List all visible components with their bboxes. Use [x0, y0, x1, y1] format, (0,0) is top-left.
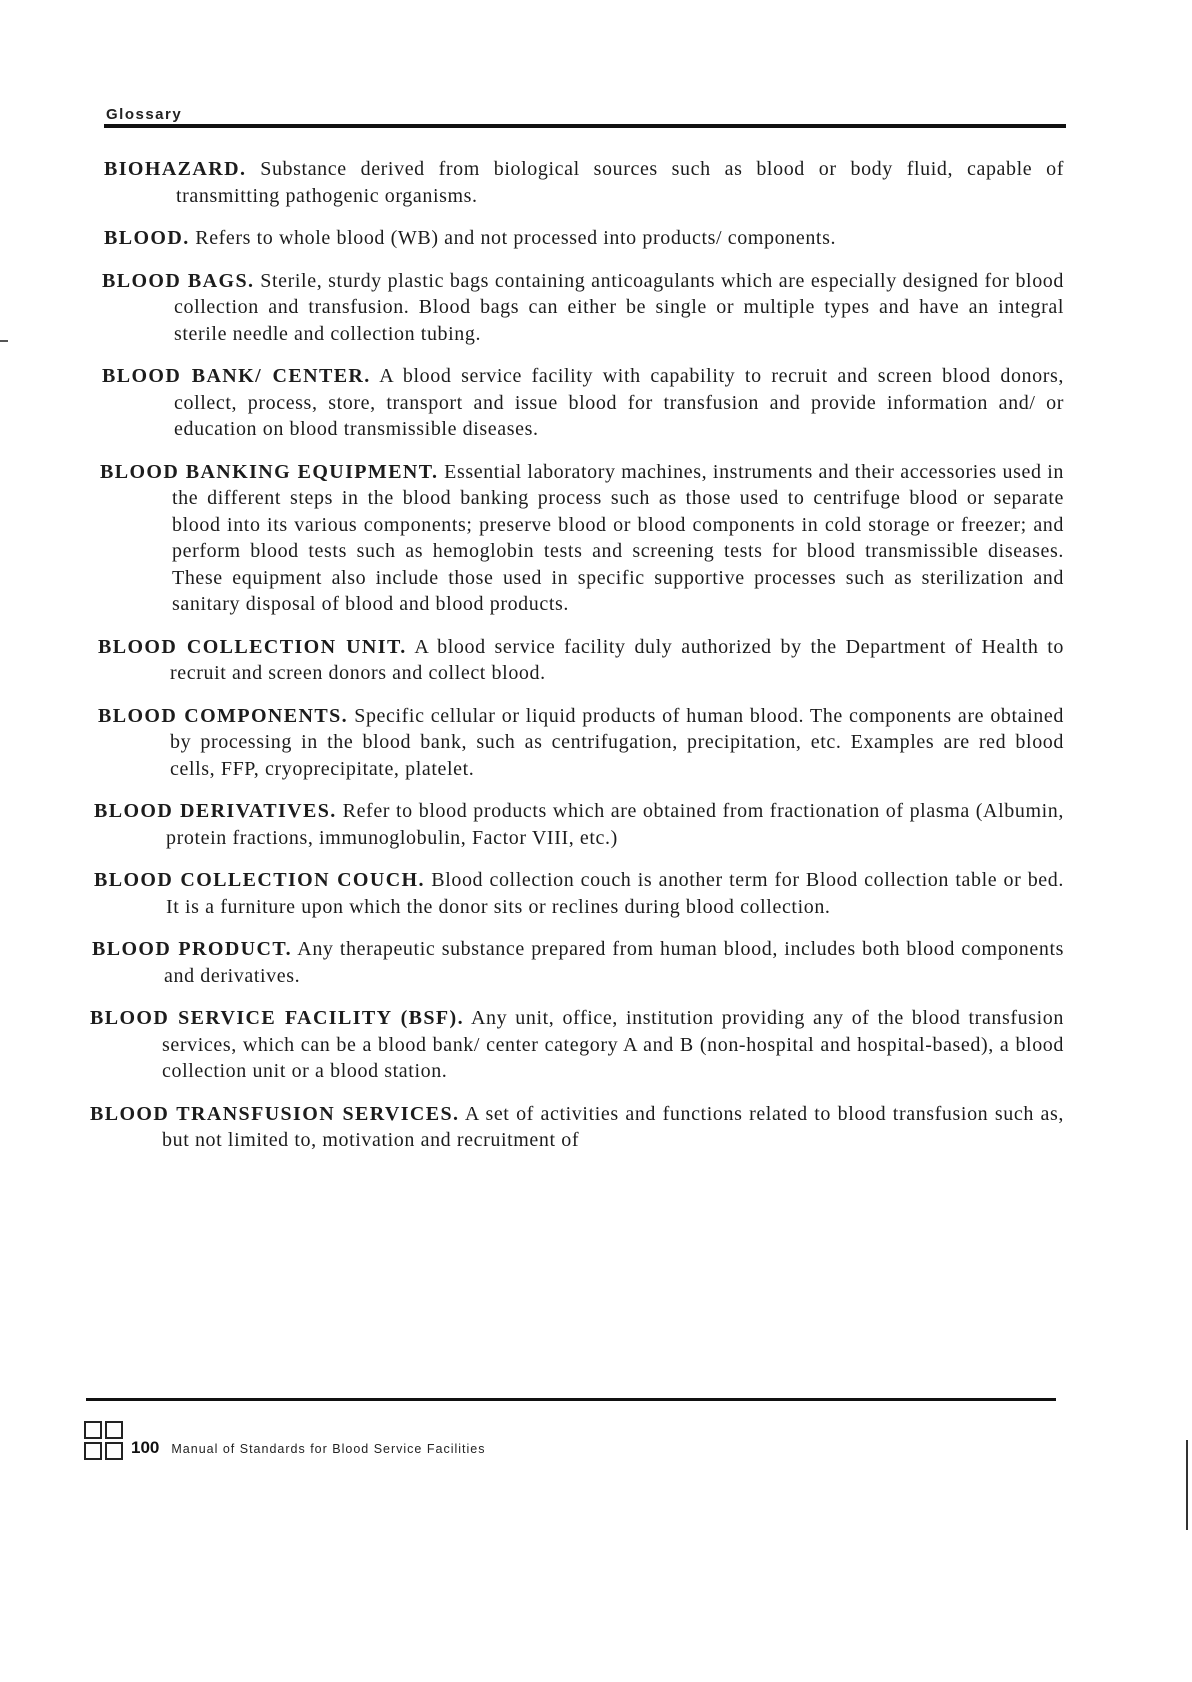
entry-term: BLOOD BAGS.: [102, 269, 255, 292]
entry-term: BLOOD DERIVATIVES.: [94, 800, 337, 822]
glossary-entry: [90, 1005, 1064, 1085]
glossary-entry: [100, 459, 1064, 618]
entry-term: BIOHAZARD.: [104, 158, 247, 180]
entry-definition: A blood service facility duly authorized by the Department of Health to recruit and screen donors and collect blood.: [170, 635, 1065, 684]
entry-term: BLOOD COLLECTION COUCH.: [94, 869, 425, 891]
glossary-entry: [98, 703, 1064, 783]
glossary-entry: [98, 634, 1064, 687]
entry-definition: Refers to whole blood (WB) and not processed into products/ components.: [195, 227, 837, 249]
entry-term: BLOOD.: [104, 227, 190, 249]
glossary-entry: [90, 1101, 1064, 1154]
entry-term: BLOOD TRANSFUSION SERVICES.: [90, 1102, 460, 1125]
page-footer: [84, 1420, 485, 1460]
glossary-entry: [92, 936, 1064, 989]
entry-definition: Sterile, sturdy plastic bags containing anticoagulants which are especially designed for blood collection and transfusion. Blood bags can either be single or multiple types and have an integral sterile needle and collection tubing.: [174, 269, 1064, 345]
glossary-entry: [94, 798, 1064, 851]
entry-definition: Essential laboratory machines, instruments and their accessories used in the different steps in the blood banking process such as those used to centrifuge blood or separate blood into its various components; preserve blood or blood components in cold storage or freezer; and perform blood tests such as hemoglobin tests and screening tests for blood transmissible diseases. These equipment also include those used in specific supportive processes such as sterilization and sanitary disposal of blood and blood products.: [172, 460, 1064, 615]
entry-term: BLOOD PRODUCT.: [92, 938, 293, 960]
glossary-entry: [104, 225, 1064, 252]
entry-term: BLOOD SERVICE FACILITY (BSF).: [90, 1007, 464, 1029]
entry-term: BLOOD BANKING EQUIPMENT.: [100, 460, 439, 483]
entry-term: BLOOD COMPONENTS.: [98, 704, 348, 727]
footer-rule: [86, 1398, 1056, 1401]
glossary-entries: [90, 156, 1065, 1154]
entry-definition: Any therapeutic substance prepared from human blood, includes both blood components and derivatives.: [164, 938, 1064, 987]
section-title: Glossary: [106, 106, 183, 123]
glossary-entry: [104, 156, 1064, 209]
glossary-entry: [94, 867, 1064, 920]
entry-definition: A set of activities and functions related to blood transfusion such as, but not limited to, motivation and recruitment of: [162, 1102, 1065, 1151]
entry-definition: A blood service facility with capability to recruit and screen blood donors, collect, process, store, transport and issue blood for transfusion and provide information and/ or education on blood transmissible diseases.: [174, 365, 1064, 440]
entry-definition: Any unit, office, institution providing any of the blood transfusion services, which can be a blood bank/ center category A and B (non-hospital and hospital-based), a blood collection unit or a blood station.: [162, 1007, 1065, 1082]
footer-title: Manual of Standards for Blood Service Facilities: [171, 1442, 486, 1456]
page-number: 100: [131, 1438, 160, 1457]
entry-definition: Specific cellular or liquid products of human blood. The components are obtained by processing in the blood bank, such as centrifugation, precipitation, etc. Examples are red blood cells, FFP, cryoprecipitate, platelet.: [170, 704, 1064, 780]
entry-term: BLOOD BANK/ CENTER.: [102, 365, 371, 387]
grid-logo-icon: [84, 1421, 123, 1460]
glossary-entry: [102, 363, 1064, 443]
margin-mark: [0, 340, 8, 342]
header-rule: [104, 124, 1066, 128]
scan-edge-line: [1186, 1440, 1188, 1530]
entry-term: BLOOD COLLECTION UNIT.: [98, 635, 407, 658]
entry-definition: Blood collection couch is another term for Blood collection table or bed. It is a furniture upon which the donor sits or reclines during blood collection.: [166, 869, 1064, 918]
entry-definition: Refer to blood products which are obtained from fractionation of plasma (Albumin, protein fractions, immunoglobulin, Factor VIII, etc.): [166, 800, 1064, 849]
entry-definition: Substance derived from biological sources such as blood or body fluid, capable of transmitting pathogenic organisms.: [176, 158, 1064, 207]
glossary-entry: [102, 268, 1064, 348]
